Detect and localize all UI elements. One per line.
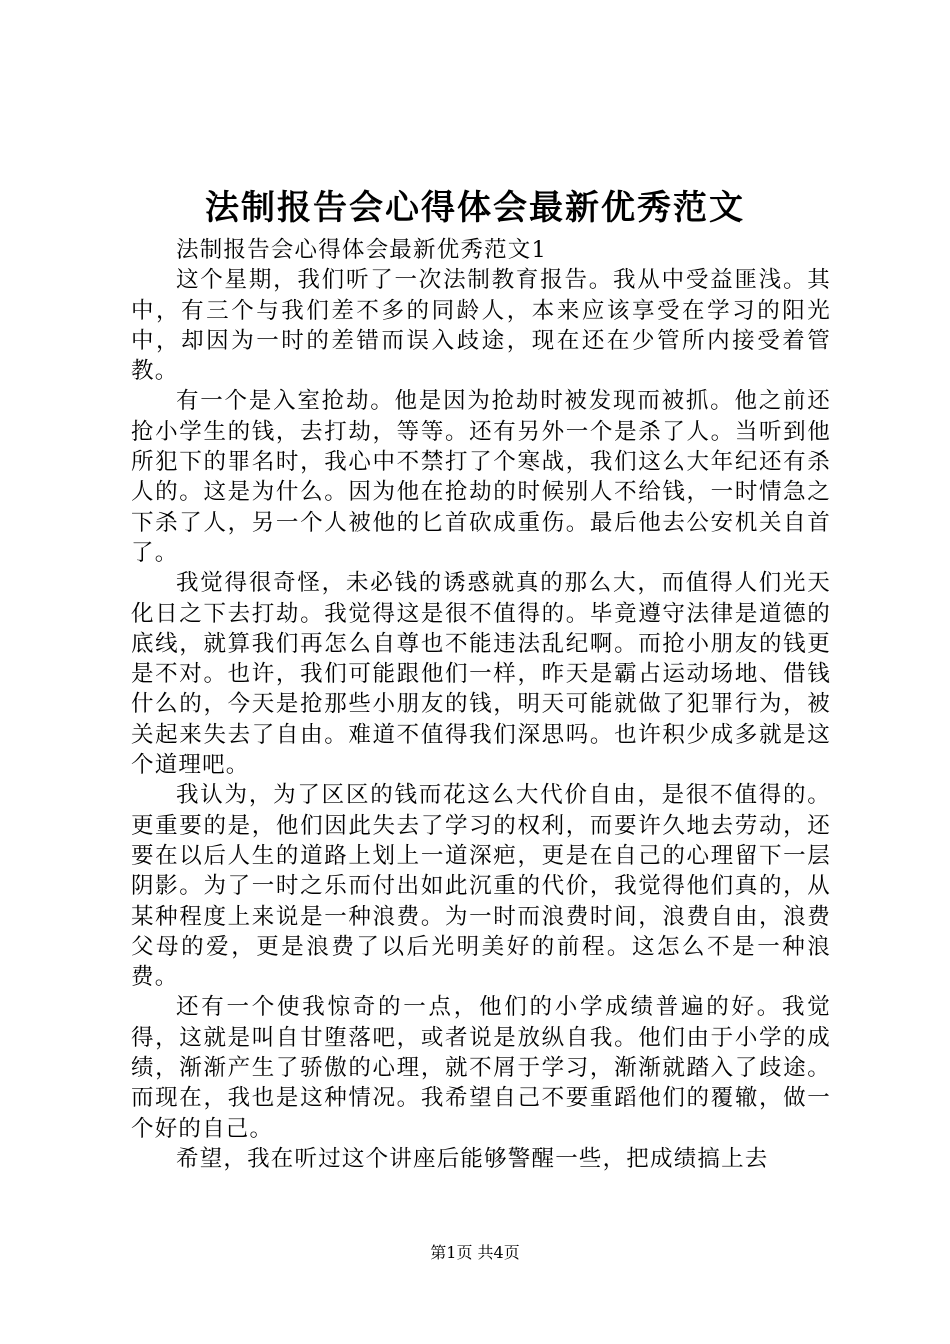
paragraph: 我觉得很奇怪，未必钱的诱惑就真的那么大，而值得人们光天化日之下去打劫。我觉得这是很不值得的。毕竟遵守法律是道德的底线，就算我们再怎么自尊也不能违法乱纪啊。而抢小朋友的钱更是不对。也许，我们可能跟他们一样，昨天是霸占运动场地、借钱什么的，今天是抢那些小朋友的钱，明天可能就做了犯罪行为，被关起来失去了自由。难道不值得我们深思吗。也许积少成多就是这个道理吧。	[131, 570, 831, 779]
paragraph: 我认为，为了区区的钱而花这么大代价自由，是很不值得的。更重要的是，他们因此失去了学习的权利，而要许久地去劳动，还要在以后人生的道路上划上一道深疤，更是在自己的心理留下一层阴影。为了一时之乐而付出如此沉重的代价，我觉得他们真的，从某种程度上来说是一种浪费。为一时而浪费时间，浪费自由，浪费父母的爱，更是浪费了以后光明美好的前程。这怎么不是一种浪费。	[131, 782, 831, 991]
paragraph: 还有一个使我惊奇的一点，他们的小学成绩普遍的好。我觉得，这就是叫自甘堕落吧，或者说是放纵自我。他们由于小学的成绩，渐渐产生了骄傲的心理，就不屑于学习，渐渐就踏入了歧途。而现在，我也是这种情况。我希望自己不要重蹈他们的覆辙，做一个好的自己。	[131, 994, 831, 1142]
paragraph: 有一个是入室抢劫。他是因为抢劫时被发现而被抓。他之前还抢小学生的钱，去打劫，等等。还有另外一个是杀了人。当听到他所犯下的罪名时，我心中不禁打了个寒战，我们这么大年纪还有杀人的。这是为什么。因为他在抢劫的时候别人不给钱，一时情急之下杀了人，另一个人被他的匕首砍成重伤。最后他去公安机关自首了。	[131, 388, 831, 566]
page-footer: 第1页 共4页	[430, 1243, 520, 1262]
document-body	[131, 235, 831, 1174]
paragraph-subtitle: 法制报告会心得体会最新优秀范文1	[176, 237, 548, 263]
paragraph: 希望，我在听过这个讲座后能够警醒一些，把成绩搞上去	[176, 1145, 769, 1172]
paragraph: 这个星期，我们听了一次法制教育报告。我从中受益匪浅。其中，有三个与我们差不多的同龄人，本来应该享受在学习的阳光中，却因为一时的差错而误入歧途，现在还在少管所内接受着管教。	[131, 267, 831, 385]
document-title: 法制报告会心得体会最新优秀范文	[205, 188, 745, 228]
